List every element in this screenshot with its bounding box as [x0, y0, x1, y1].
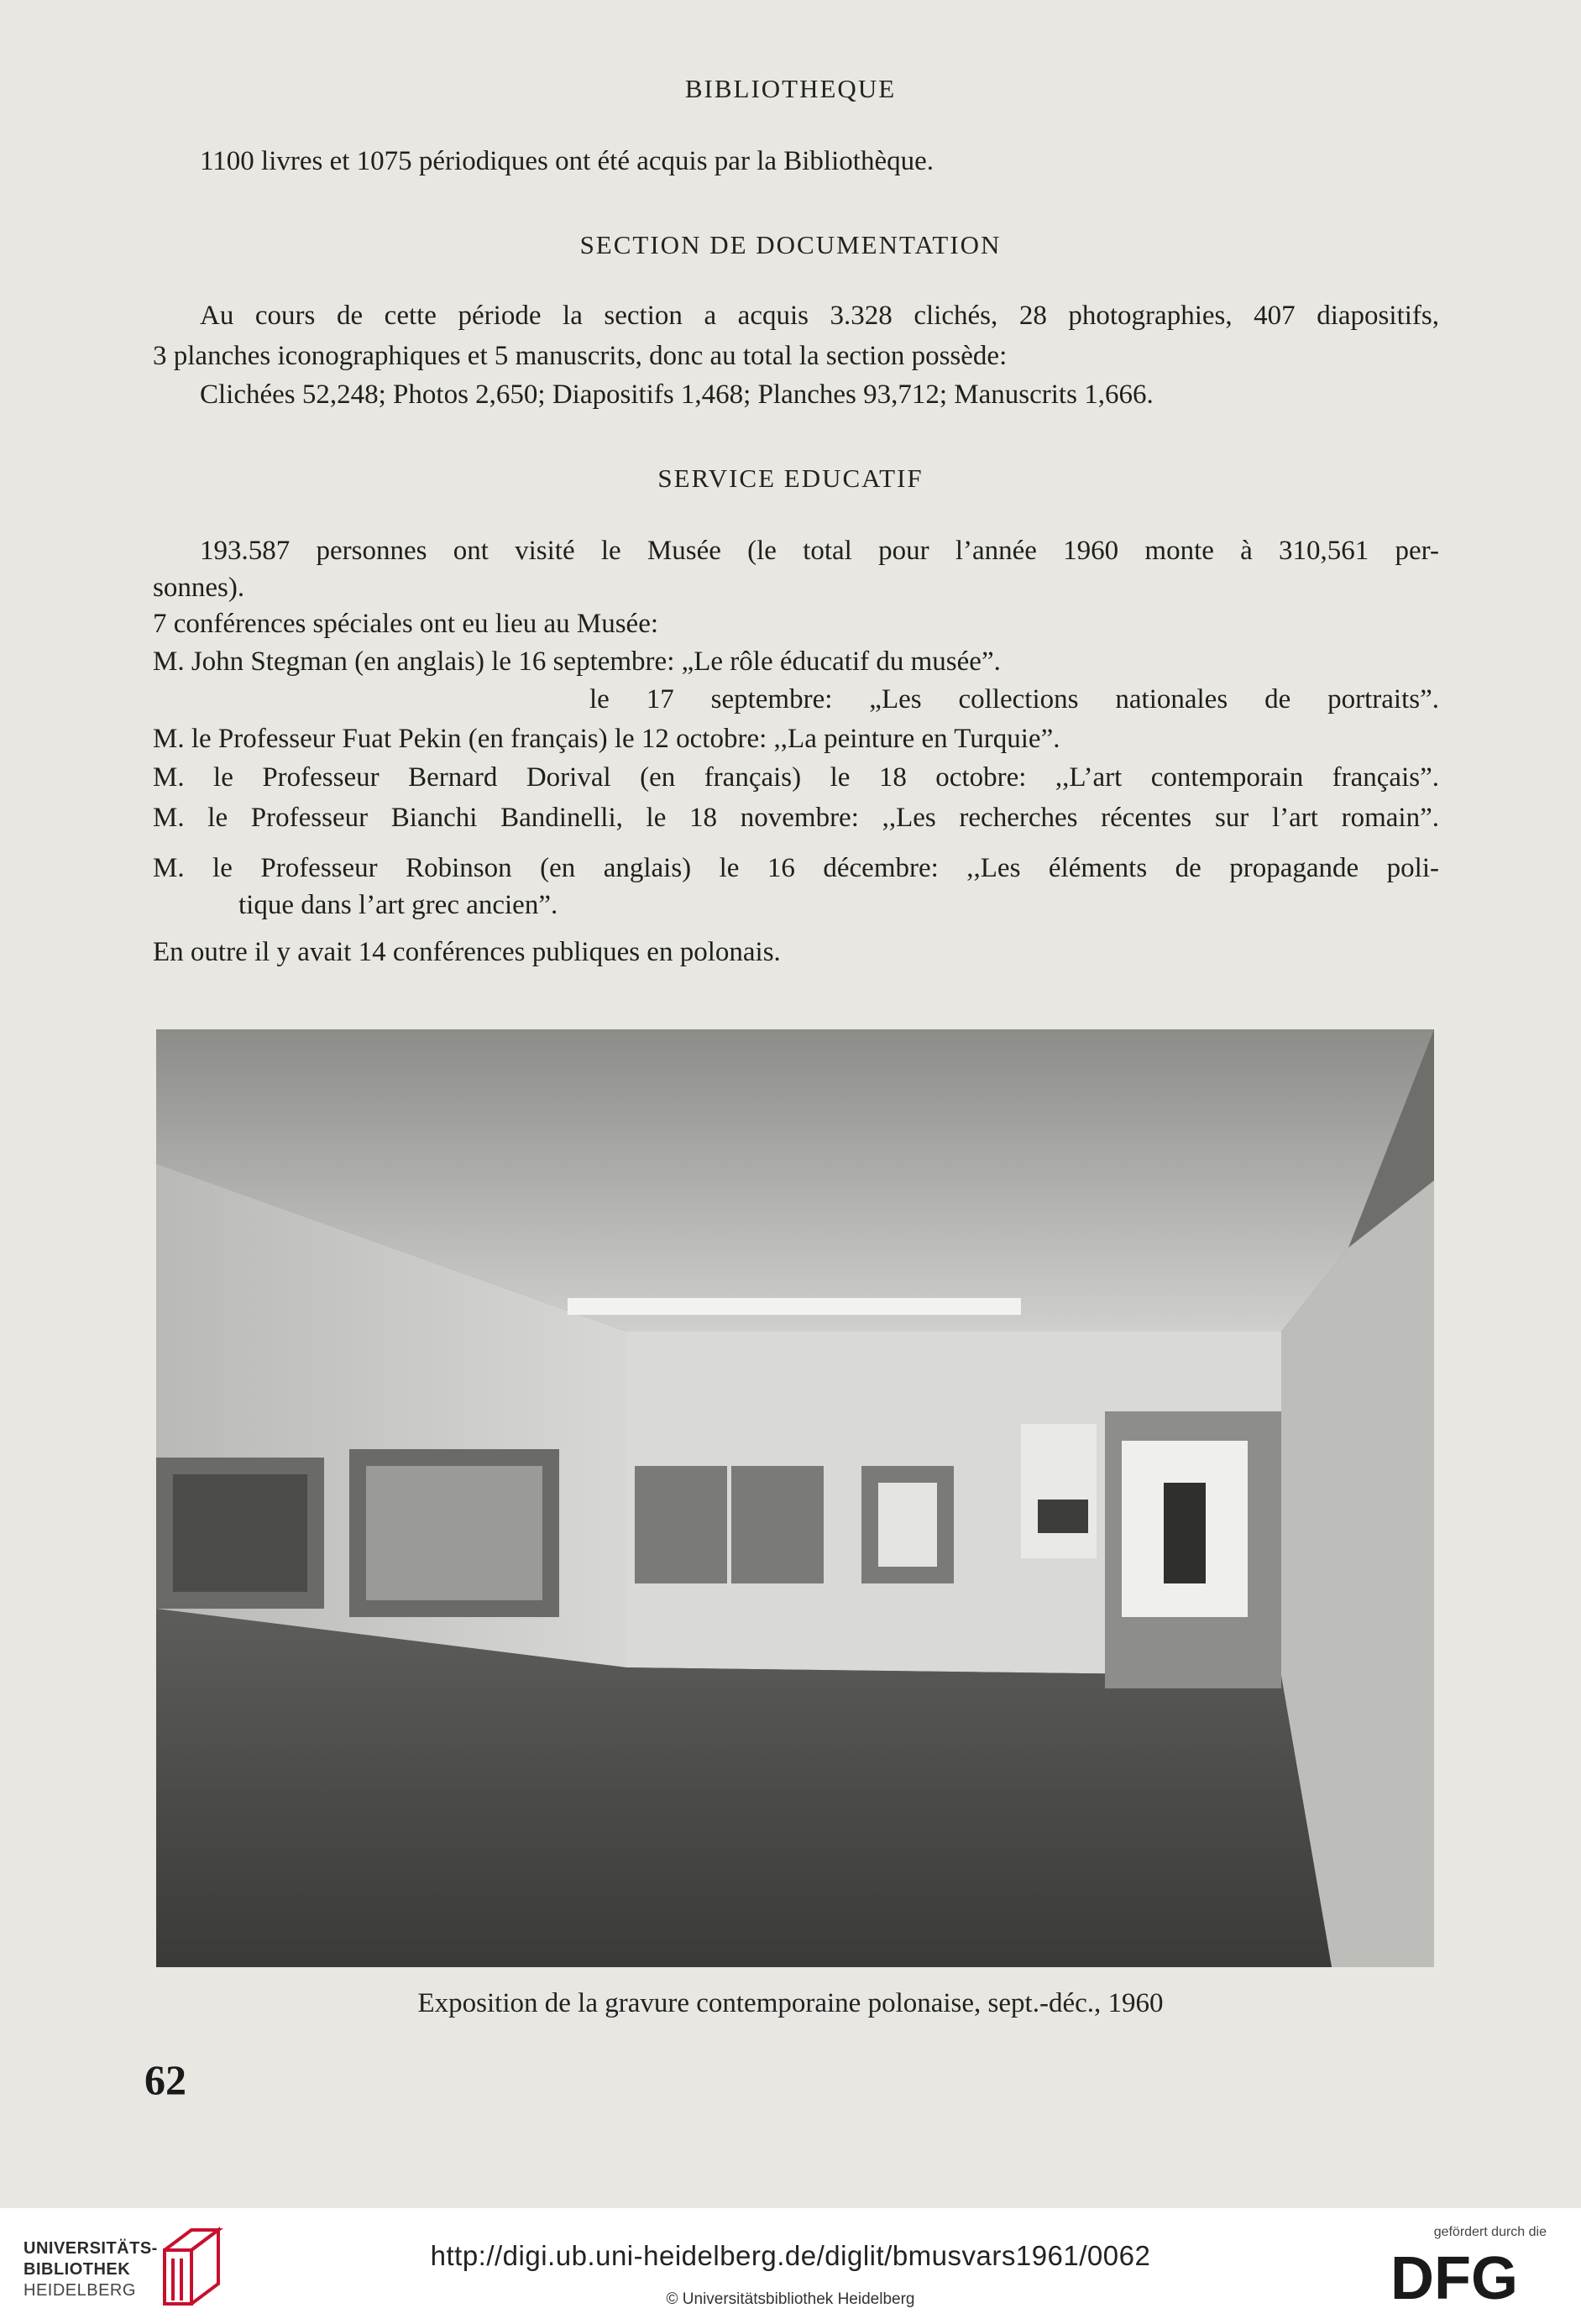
digitization-footer — [0, 2208, 1581, 2324]
documentation-line-1: Au cours de cette période la section a acquis 3.328 clichés, 28 photographies, 407 diapositifs, — [200, 301, 1439, 331]
exhibition-photo — [156, 1029, 1434, 1967]
page-number: 62 — [144, 2056, 186, 2103]
service-line-2: sonnes). — [153, 573, 245, 603]
service-line-6: M. le Professeur Fuat Pekin (en français) le 12 octobre: ,,La peinture en Turquie”. — [153, 724, 1060, 754]
funding-note: gefördert durch die — [1433, 2225, 1547, 2239]
service-line-7: M. le Professeur Bernard Dorival (en français) le 18 octobre: ,,L’art contemporain français”. — [153, 762, 1439, 793]
service-line-10: tique dans l’art grec ancien”. — [238, 890, 558, 920]
service-line-11: En outre il y avait 14 conférences publiques en polonais. — [153, 937, 781, 967]
documentation-line-3: Clichées 52,248; Photos 2,650; Diapositifs 1,468; Planches 93,712; Manuscrits 1,666. — [200, 379, 1154, 410]
dfg-logo-icon — [1390, 2247, 1547, 2306]
dfg-logo — [1390, 2247, 1547, 2310]
library-line-1: UNIVERSITÄTS- — [24, 2239, 158, 2258]
service-line-5: le 17 septembre: „Les collections nationales de portraits”. — [589, 684, 1439, 714]
library-line-2: BIBLIOTHEK — [24, 2260, 131, 2279]
heading-bibliotheque: BIBLIOTHEQUE — [684, 74, 897, 103]
figure-caption: Exposition de la gravure contemporaine polonaise, sept.-déc., 1960 — [417, 1988, 1164, 2018]
documentation-line-2: 3 planches iconographiques et 5 manuscrits, donc au total la section possède: — [153, 341, 1008, 371]
heading-service-educatif: SERVICE EDUCATIF — [657, 463, 924, 493]
service-line-8: M. le Professeur Bianchi Bandinelli, le 18 novembre: ,,Les recherches récentes sur l’art romain”. — [153, 803, 1439, 833]
copyright-notice: © Universitätsbibliothek Heidelberg — [666, 2290, 915, 2308]
library-line-3: HEIDELBERG — [24, 2281, 136, 2300]
permalink-url[interactable]: http://digi.ub.uni-heidelberg.de/diglit/bmusvars1961/0062 — [430, 2240, 1151, 2271]
dfg-logo-text: DFG — [1390, 2247, 1518, 2306]
heading-documentation: SECTION DE DOCUMENTATION — [579, 230, 1002, 259]
service-line-9: M. le Professeur Robinson (en anglais) le 16 décembre: ,,Les éléments de propagande poli- — [153, 853, 1439, 883]
service-line-3: 7 conférences spéciales ont eu lieu au Musée: — [153, 609, 659, 639]
service-line-1: 193.587 personnes ont visité le Musée (le total pour l’année 1960 monte à 310,561 per- — [200, 536, 1439, 566]
bibliotheque-text: 1100 livres et 1075 périodiques ont été acquis par la Bibliothèque. — [200, 146, 934, 176]
service-line-4: M. John Stegman (en anglais) le 16 septembre: „Le rôle éducatif du musée”. — [153, 646, 1001, 677]
